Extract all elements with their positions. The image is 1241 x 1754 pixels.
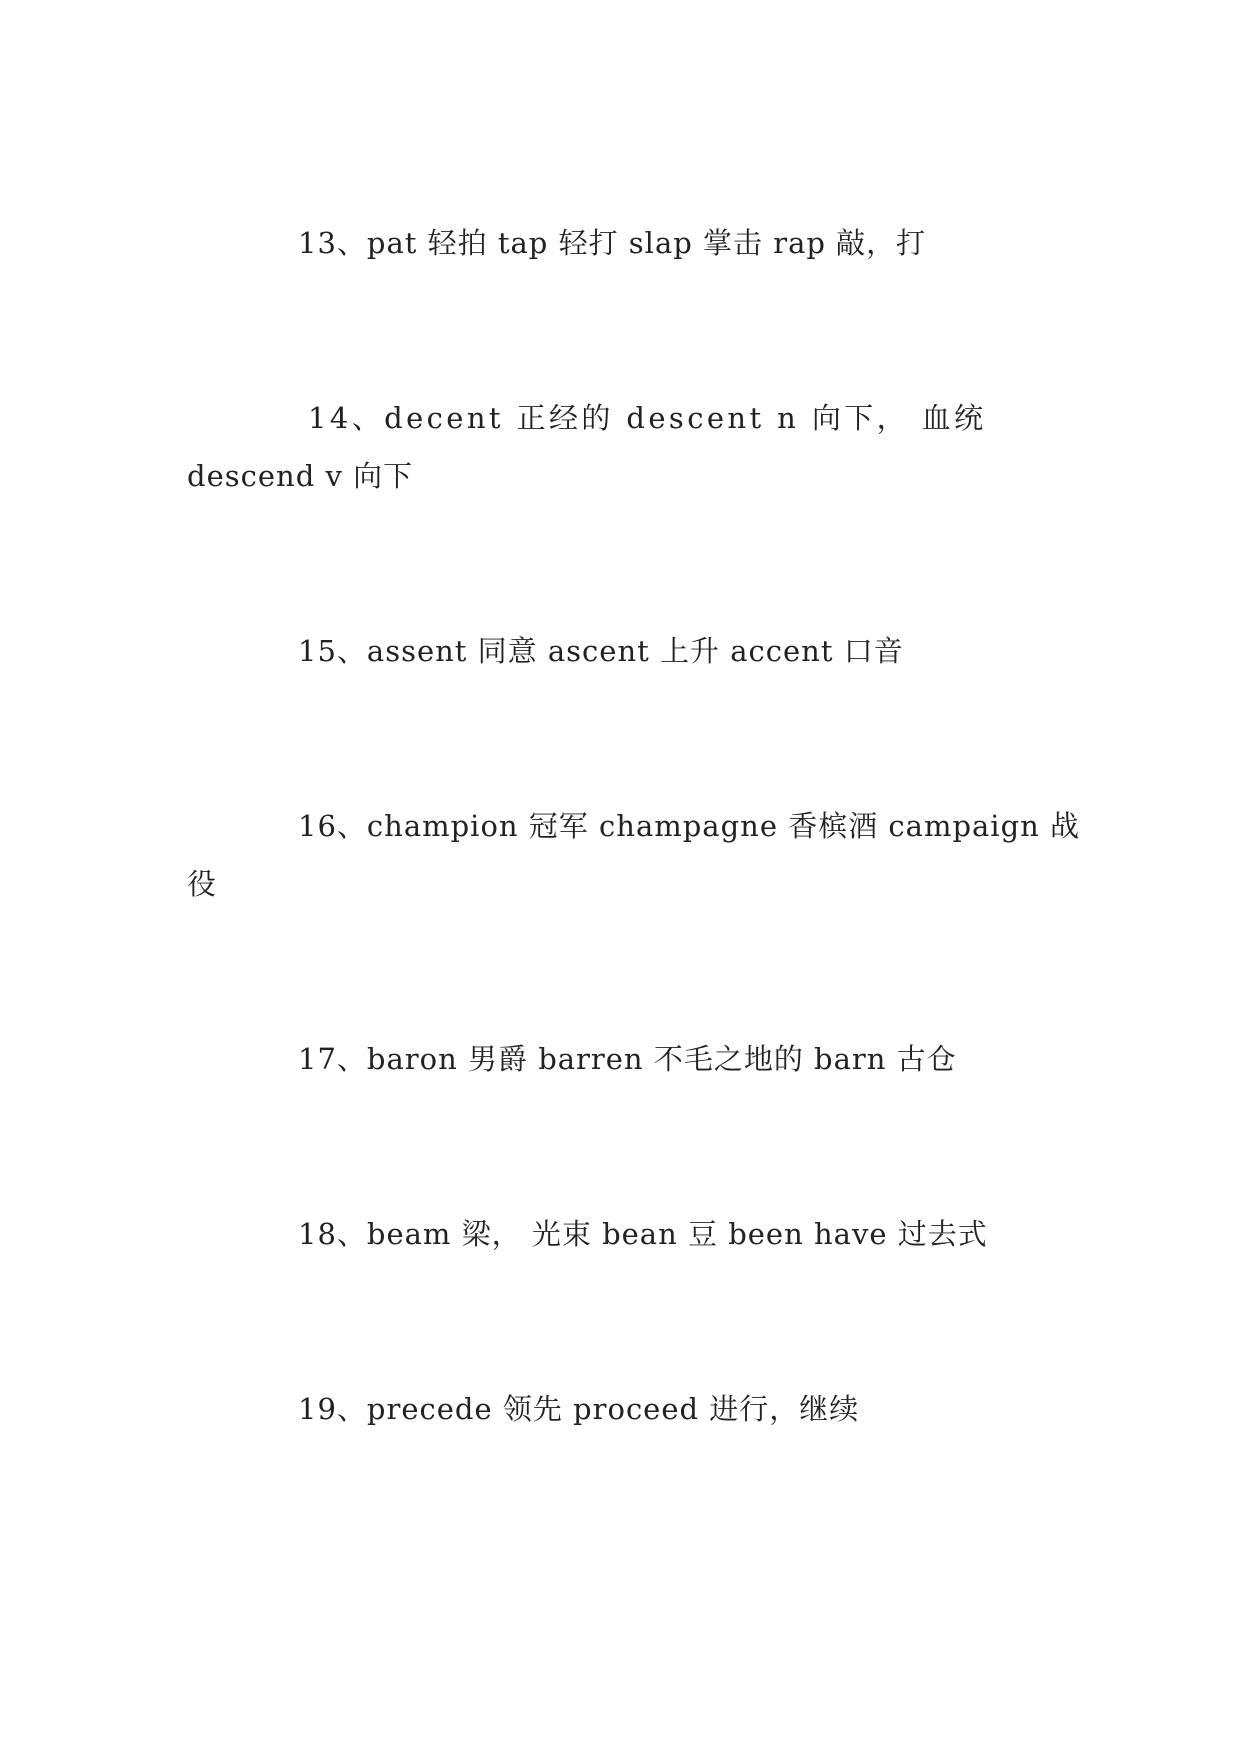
vocabulary-entry-19	[187, 1380, 1051, 1438]
entry-text: 19、precede 领先 proceed 进行，继续	[298, 1392, 860, 1426]
vocabulary-entry-16	[187, 797, 1081, 913]
entry-text: 14、decent 正经的 descent n 向下， 血统	[308, 401, 987, 435]
entry-text: 18、beam 梁， 光束 bean 豆 been have 过去式	[298, 1217, 988, 1251]
entry-text: 15、assent 同意 ascent 上升 accent 口音	[298, 634, 904, 668]
vocabulary-entry-17	[187, 1030, 1051, 1088]
entry-text: 13、pat 轻拍 tap 轻打 slap 掌击 rap 敲，打	[298, 226, 927, 260]
entry-text: 16、champion 冠军 champagne 香槟酒 campaign 战	[298, 809, 1081, 843]
entry-text: 17、baron 男爵 barren 不毛之地的 barn 古仓	[298, 1042, 957, 1076]
vocabulary-entry-13	[187, 214, 1051, 272]
vocabulary-entry-14	[187, 389, 1051, 505]
vocabulary-entry-15	[187, 622, 1051, 680]
vocabulary-entry-18	[187, 1205, 1051, 1263]
entry-text-continued: descend v 向下	[187, 459, 414, 493]
entry-text-continued: 役	[187, 867, 218, 901]
